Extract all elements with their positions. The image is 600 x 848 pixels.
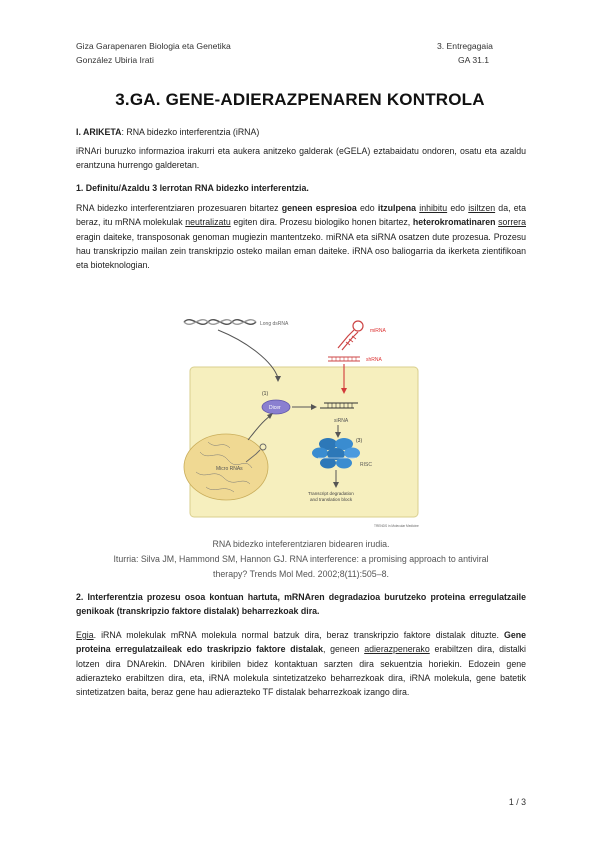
bold-run: Gene proteina erregulatzaileak edo traskripzio faktore distalak (76, 630, 526, 655)
rnai-pathway-figure (178, 312, 428, 534)
caption-line-3: therapy? Trends Mol Med. 2002;8(11):505–8. (213, 569, 389, 579)
answer-2 (76, 628, 526, 699)
text-run: edo (447, 203, 469, 213)
figure-credit: TRENDS in Molecular Medicine (374, 524, 419, 528)
underlined-run: isiltzen (468, 203, 496, 213)
text-run: eragin daiteke, transposonak genoman mugiezin mantentzeko. miRNA eta siRNA osatzen dute prozesua. Prozesu hau transkripzio mailan zein transkripzio osteko mailan eman daiteke. iRNA oso baliogarria da ikerketa zientifikoan eta bioteknologian. (76, 231, 526, 271)
label-long-dsrna: Long dsRNA (260, 321, 289, 327)
label-step-3: (3) (356, 438, 363, 444)
label-result-line1: Transcript degradation (308, 491, 354, 496)
label-step-1: (1) (262, 391, 269, 397)
section-heading (76, 125, 526, 139)
answer-1 (76, 201, 526, 272)
text-run: egiten dira. Prozesu biologiko honen bitartez, (230, 217, 413, 228)
section-label: I. ARIKETA (76, 127, 122, 137)
header-code: GA 31.1 (458, 55, 490, 65)
text-run: da, eta beraz, itu mRNA molekulak (76, 203, 526, 228)
label-mirna: miRNA (370, 328, 386, 334)
underlined-run: adierazpenerako (364, 644, 430, 655)
intro-paragraph: iRNAri buruzko informazioa irakurri eta aukera anitzeko galderak (eGELA) eztabaidatu ondoren, osatu eta azaldu erantzuna hurrengo galderetan. (76, 146, 526, 171)
header-assignment: 3. Entregagaia (437, 41, 493, 51)
caption-line-2: Iturria: Silva JM, Hammond SM, Hannon GJ. RNA interference: a promising approach to antiviral (113, 554, 489, 564)
text-run: edo (356, 203, 378, 213)
shrna-hairpin (338, 321, 363, 350)
underlined-run: sorrera (498, 217, 526, 228)
header-author: González Ubiria Irati (76, 55, 154, 65)
page-title: 3.GA. GENE-ADIERAZPENAREN KONTROLA (115, 90, 485, 109)
figure-caption (76, 537, 526, 582)
shrna-duplex (328, 357, 360, 361)
label-micro-rnas: Micro RNAs (216, 466, 243, 472)
page-number: 1 / 3 (508, 797, 526, 807)
text-run: , geneen (322, 644, 365, 655)
label-result-line2: and translation block (310, 497, 353, 502)
underlined-run: neutralizatu (185, 217, 231, 228)
long-dsrna-helix (184, 320, 256, 325)
label-sirna: siRNA (334, 418, 349, 424)
bold-run: itzulpena (377, 203, 417, 213)
text-run: RNA bidezko interferentziaren prozesuaren bitartez (76, 203, 282, 213)
bold-run: geneen espresioa (281, 203, 357, 213)
question-2: 2. Interferentzia prozesu osoa kontuan hartuta, mRNAren degradazioa burutzeko proteina erregulatzaile genikoak (transkripzio faktore distalak) beharrezkoak dira. (76, 592, 526, 617)
caption-line-1: RNA bidezko inteferentziaren bidearen irudia. (212, 539, 390, 549)
label-shrna: shRNA (366, 357, 382, 363)
bold-run: heterokromatinaren (412, 217, 496, 228)
question-1: 1. Definitu/Azaldu 3 lerrotan RNA bidezko interferentzia. (76, 183, 309, 193)
section-topic: : RNA bidezko interferentzia (iRNA) (121, 127, 260, 137)
label-dicer: Dicer (269, 405, 281, 411)
underlined-run: Egia (76, 630, 94, 640)
rnai-diagram (178, 312, 428, 534)
label-risc: RISC (360, 462, 372, 468)
underlined-run: inhibitu (419, 203, 448, 213)
text-run: erabiltzen dira, distalki lotzen dira DNArekin. DNAren kiribilen bidez kontaktuan sarzten dira sekuentzia horiekin. Edozein gene adierazteko erabiltzen dira, eta, iRNA molekula sintetizatzeko beharrezkoak dira, iRNA molekula, gene batetik sintetizatzen baita, beraz gene hau adierazteko TF distalak beharrezkoak izango dira. (76, 644, 526, 698)
header-course: Giza Garapenaren Biologia eta Genetika (76, 41, 231, 51)
text-run: . iRNA molekulak mRNA molekula normal batzuk dira, beraz transkripzio faktore distalak dituzte. (93, 630, 504, 640)
